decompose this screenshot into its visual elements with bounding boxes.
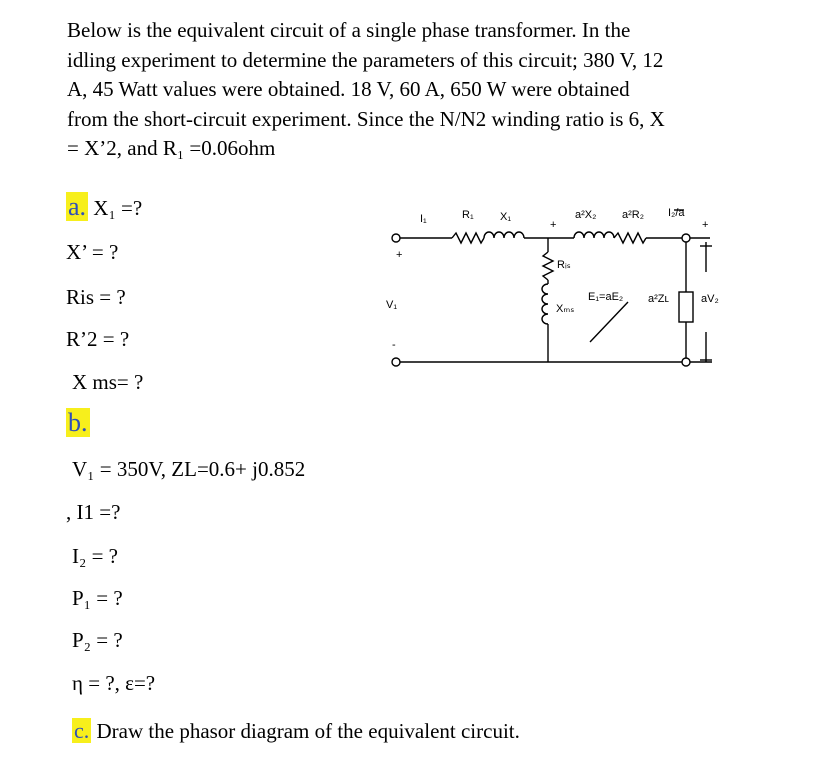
ris-question: Ris = ? [66,285,126,309]
label-plus-top: + [550,219,557,231]
problem-line-2: idling experiment to determine the parameters of this circuit; 380 V, 12 [67,47,664,72]
ris-resistor [543,252,553,280]
x-prime-question: X’ = ? [66,240,119,264]
a2r2-resistor [614,233,646,243]
efficiency-question: η = ?, ε=? [72,671,156,695]
part-a-question-1 [66,192,142,222]
part-a-label: a. [68,192,87,221]
problem-line-1: Below is the equivalent circuit of a single phase transformer. In the [67,18,631,42]
label-v1: V₁ [386,299,398,311]
label-x1: X₁ [500,211,512,223]
label-plus-right: + [702,219,709,231]
e1-indicator-line [590,302,628,342]
i2-question: I₂ = ? [72,544,118,568]
x1-inductor [484,232,524,238]
problem-line-4: from the short-circuit experiment. Since the N/N2 winding ratio is 6, X [67,106,665,131]
part-c-label: c. [74,718,90,743]
label-e1: E₁=aE₂ [588,291,624,303]
equivalent-circuit-diagram [360,190,730,390]
problem-statement [67,16,767,164]
part-c-question [72,718,520,744]
terminal-top-left [392,234,400,242]
r2-prime-question: R’2 = ? [66,327,130,351]
terminal-top-right [682,234,690,242]
p2-question: P₂ = ? [72,628,123,652]
r1-resistor [452,233,484,243]
terminal-bottom-right [682,358,690,366]
label-r1: R₁ [462,209,474,221]
problem-line-3: A, 45 Watt values were obtained. 18 V, 60 A, 650 W were obtained [67,77,630,101]
x1-question: X₁ =? [93,196,143,220]
xms-inductor [542,284,548,324]
label-ris: Rᵢₛ [557,259,571,271]
part-c-text: Draw the phasor diagram of the equivalent circuit. [96,719,520,743]
label-i2a: I₂/a [668,207,685,219]
label-a2x2: a²X₂ [575,209,597,221]
label-i1: I₁ [420,213,427,225]
load-a2zl-box [679,292,693,322]
a2x2-inductor [574,232,614,238]
part-b-label: b. [68,408,88,437]
label-xms: Xₘₛ [556,303,575,315]
label-a2zl: a²Zʟ [648,293,669,305]
part-b-label-wrap [66,408,90,438]
label-plus-left: + [396,249,403,261]
xms-question: X ms= ? [72,370,144,394]
part-b-given: V₁ = 350V, ZL=0.6+ j0.852 [72,457,306,481]
i1-question: , I1 =? [66,500,121,524]
p1-question: P₁ = ? [72,586,123,610]
label-a2r2: a²R₂ [622,209,644,221]
problem-line-5: = X’2, and R₁ =0.06ohm [67,136,276,160]
terminal-bottom-left [392,358,400,366]
label-minus-left: - [392,339,396,351]
label-av2: aV₂ [701,293,719,305]
